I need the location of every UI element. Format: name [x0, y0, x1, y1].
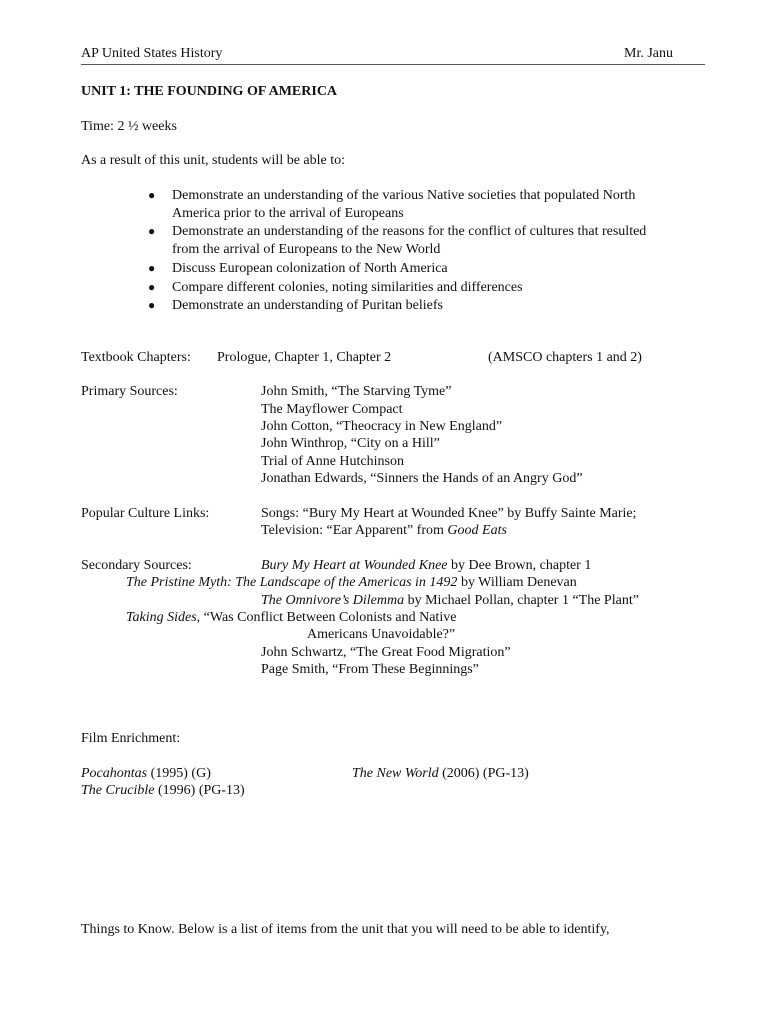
tv-show-title: Good Eats — [447, 523, 507, 538]
primary-source-item: Jonathan Edwards, “Sinners the Hands of an Angry God” — [261, 471, 583, 486]
bullet-icon: ● — [148, 224, 156, 238]
film-detail: (1995) (G) — [147, 766, 211, 781]
secondary-source-item: Page Smith, “From These Beginnings” — [261, 662, 479, 677]
film-enrichment-label: Film Enrichment: — [81, 731, 181, 746]
unit-title: UNIT 1: THE FOUNDING OF AMERICA — [81, 84, 338, 99]
bullet-icon: ● — [148, 298, 156, 312]
bullet-icon: ● — [148, 188, 156, 202]
secondary-source-item — [126, 574, 577, 591]
unit-time: Time: 2 ½ weeks — [81, 119, 177, 134]
popular-culture-label: Popular Culture Links: — [81, 506, 210, 521]
film-title: Pocahontas — [81, 766, 148, 781]
source-title: The Pristine Myth: The Landscape of the Americas in 1492 — [126, 575, 458, 590]
source-title: The Omnivore’s Dilemma — [261, 593, 405, 608]
objective-line: Demonstrate an understanding of the various Native societies that populated North — [172, 188, 636, 203]
textbook-label: Textbook Chapters: — [81, 350, 191, 365]
course-name: AP United States History — [81, 46, 223, 61]
primary-sources-label: Primary Sources: — [81, 384, 178, 399]
film-item — [81, 782, 245, 799]
source-detail: by William Denevan — [457, 575, 577, 590]
film-detail: (2006) (PG-13) — [438, 766, 529, 781]
teacher-name: Mr. Janu — [624, 46, 673, 61]
things-to-know-text: Things to Know. Below is a list of items from the unit that you will need to be able to identify, — [81, 922, 610, 937]
source-title: Bury My Heart at Wounded Knee — [261, 558, 448, 573]
objective-line: from the arrival of Europeans to the New World — [172, 242, 441, 257]
film-title: The New World — [352, 766, 439, 781]
objective-line: America prior to the arrival of Europeans — [172, 206, 404, 221]
objective-line: Demonstrate an understanding of Puritan beliefs — [172, 298, 443, 313]
film-title: The Crucible — [81, 783, 155, 798]
textbook-chapters: Prologue, Chapter 1, Chapter 2 — [217, 350, 392, 365]
primary-source-item: Trial of Anne Hutchinson — [261, 454, 404, 469]
objectives-intro: As a result of this unit, students will be able to: — [81, 153, 346, 168]
secondary-source-continuation: Americans Unavoidable?” — [307, 627, 456, 642]
source-detail: by Dee Brown, chapter 1 — [447, 558, 592, 573]
source-detail: , “Was Conflict Between Colonists and Native — [196, 610, 457, 625]
header-rule — [81, 64, 705, 65]
popular-culture-songs: Songs: “Bury My Heart at Wounded Knee” by Buffy Sainte Marie; — [261, 506, 637, 521]
textbook-note: (AMSCO chapters 1 and 2) — [488, 350, 642, 365]
primary-source-item: John Smith, “The Starving Tyme” — [261, 384, 452, 399]
objective-line: Demonstrate an understanding of the reasons for the conflict of cultures that resulted — [172, 224, 647, 239]
film-item — [81, 765, 211, 782]
primary-source-item: John Cotton, “Theocracy in New England” — [261, 419, 503, 434]
secondary-source-item — [126, 609, 456, 626]
source-detail: by Michael Pollan, chapter 1 “The Plant” — [404, 593, 639, 608]
bullet-icon: ● — [148, 261, 156, 275]
secondary-source-item: John Schwartz, “The Great Food Migration” — [261, 645, 511, 660]
source-title: Taking Sides — [126, 610, 197, 625]
secondary-source-item — [261, 592, 639, 609]
primary-source-item: The Mayflower Compact — [261, 402, 403, 417]
primary-source-item: John Winthrop, “City on a Hill” — [261, 436, 440, 451]
bullet-icon: ● — [148, 280, 156, 294]
tv-prefix: Television: “Ear Apparent” from — [261, 523, 448, 538]
secondary-source-item — [261, 557, 591, 574]
film-detail: (1996) (PG-13) — [154, 783, 245, 798]
film-item — [352, 765, 529, 782]
popular-culture-tv — [261, 522, 507, 539]
secondary-sources-label: Secondary Sources: — [81, 558, 192, 573]
objective-line: Compare different colonies, noting similarities and differences — [172, 280, 523, 295]
objective-line: Discuss European colonization of North America — [172, 261, 448, 276]
